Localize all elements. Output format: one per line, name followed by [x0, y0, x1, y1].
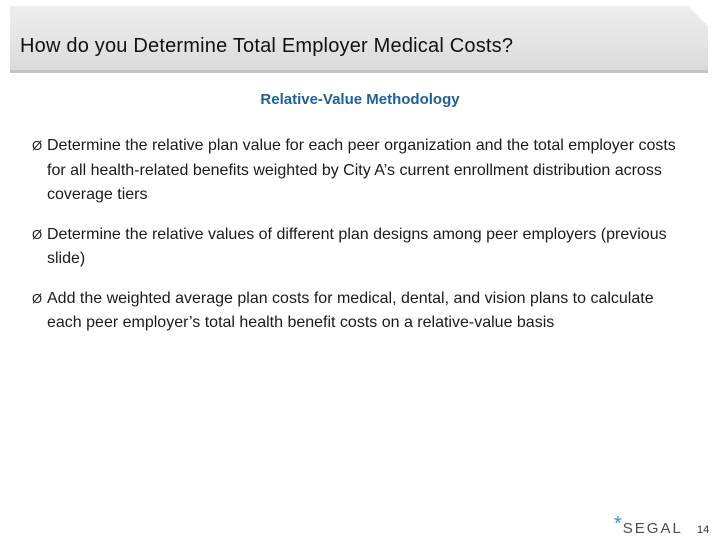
bullet-text: Determine the relative plan value for each peer organization and the total employer costs for all health-related benefits weighted by City A’s current enrollment distribution across coverage tiers [47, 137, 676, 203]
arrow-bullet-icon: Ø [32, 138, 43, 153]
slide-subtitle: Relative-Value Methodology [260, 91, 460, 108]
page-number: 14 [697, 524, 710, 536]
asterisk-icon: * [614, 513, 622, 535]
bullet-item [32, 287, 682, 336]
arrow-bullet-icon: Ø [32, 226, 43, 242]
bullet-item [32, 223, 682, 272]
bullet-list [32, 134, 682, 351]
bullet-item [32, 134, 682, 208]
segal-logo [614, 514, 683, 538]
title-bar-divider [10, 70, 708, 73]
bullet-text: Determine the relative values of different plan designs among peer employers (previous slide) [47, 225, 667, 267]
arrow-bullet-icon: Ø [32, 290, 43, 306]
logo-text: SEGAL [622, 520, 683, 537]
slide-title: How do you Determine Total Employer Medical Costs? [20, 35, 514, 57]
bullet-text: Add the weighted average plan costs for medical, dental, and vision plans to calculate each peer employer’s total health benefit costs on a relative-value basis [47, 289, 654, 331]
